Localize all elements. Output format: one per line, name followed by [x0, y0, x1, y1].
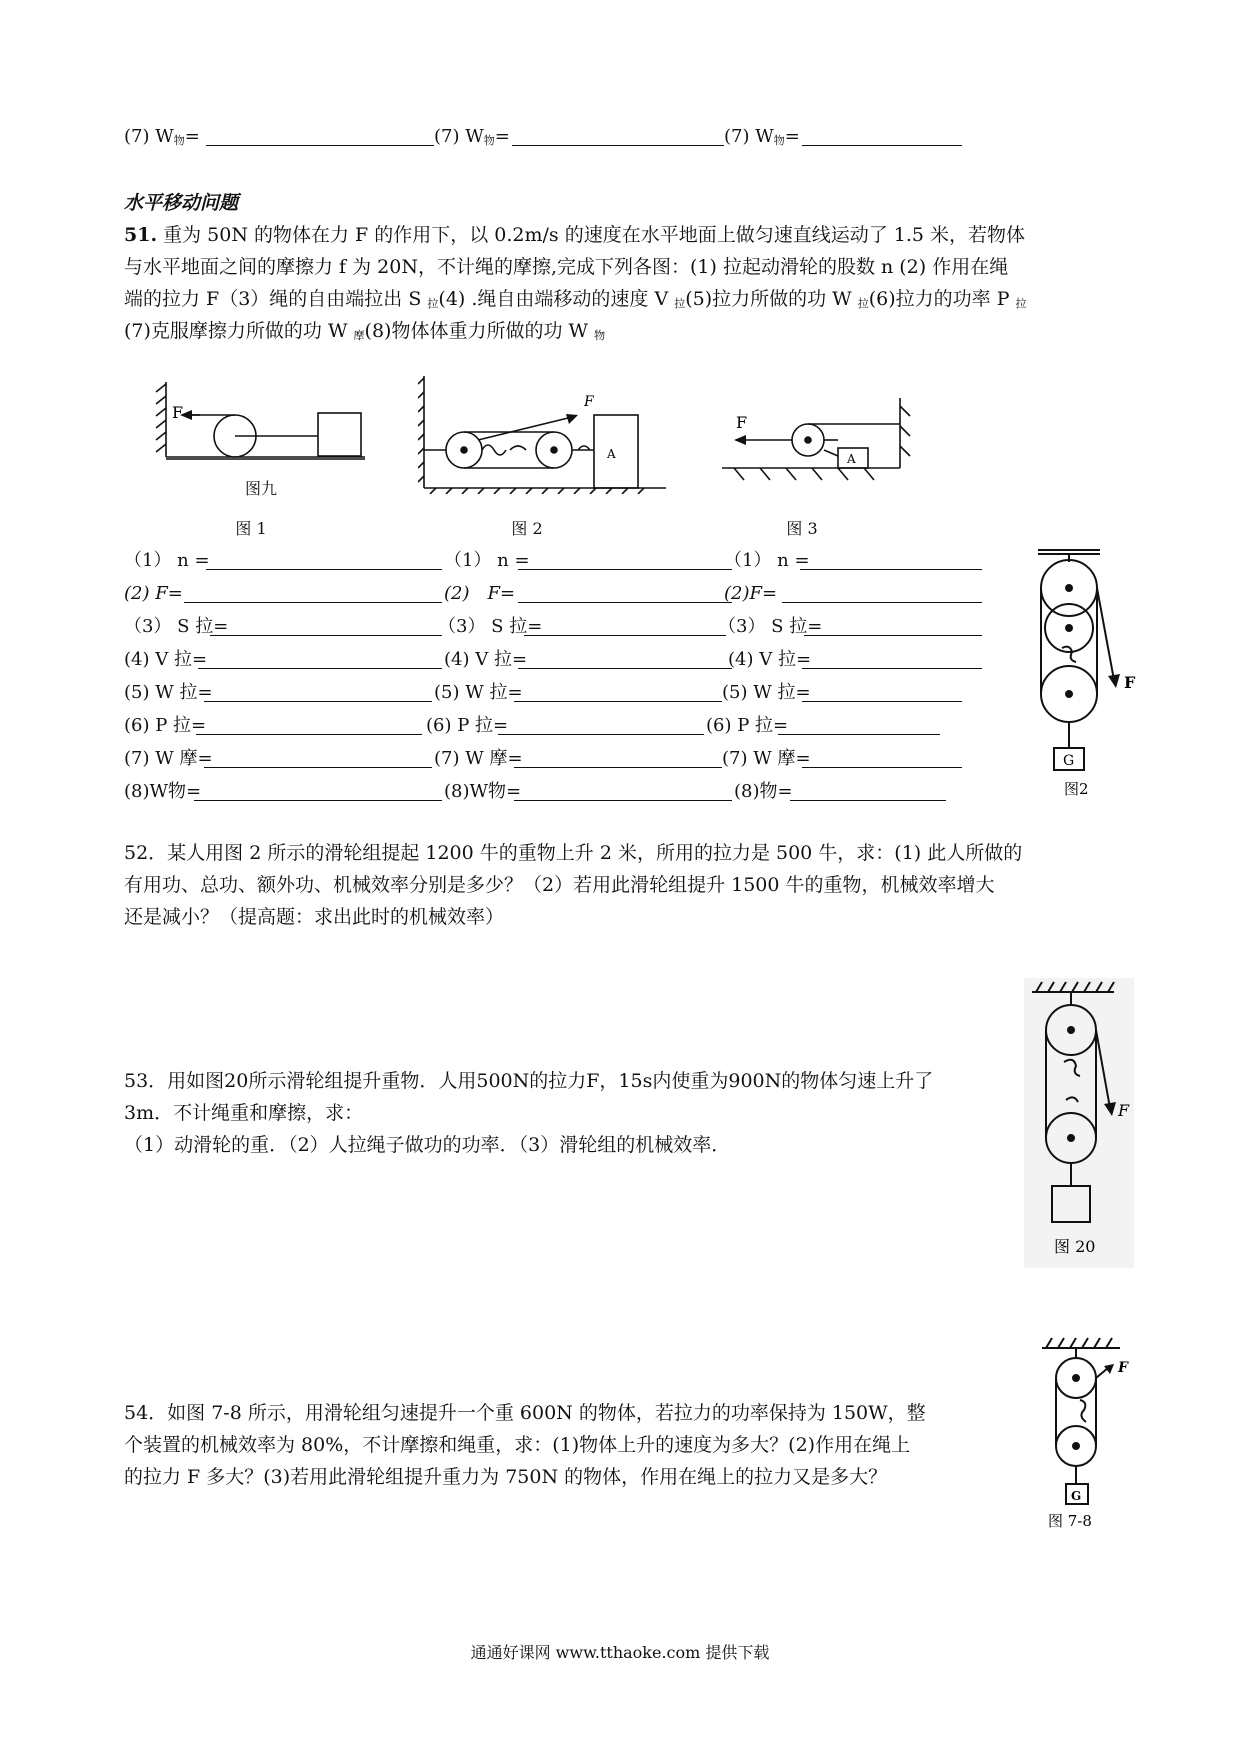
blank-row6-col2	[426, 715, 706, 739]
blank-label: (4) V 拉=	[728, 649, 812, 670]
wall-hatch	[900, 406, 910, 456]
answer-blank[interactable]	[802, 668, 982, 669]
page-footer: 通通好课网 www.tthaoke.com 提供下载	[470, 1643, 770, 1662]
answer-blank[interactable]	[184, 602, 442, 603]
fig20-F-label: F	[1118, 1101, 1130, 1120]
blank-row3-col1	[124, 616, 444, 640]
blank-label: (2) F=	[444, 583, 516, 604]
answer-blank[interactable]	[804, 635, 982, 636]
q51-line3-b: (4) .绳自由端移动的速度 V	[438, 288, 675, 310]
answer-blank[interactable]	[512, 145, 724, 146]
answer-blank[interactable]	[524, 635, 726, 636]
answer-blank[interactable]	[790, 800, 946, 801]
ceiling-hatch	[1046, 1338, 1112, 1348]
blank-row3-col2	[438, 616, 728, 640]
blank-row1-col2	[444, 550, 734, 574]
blank-row4-col3	[728, 649, 984, 673]
blank-label: （3） S 拉=	[718, 616, 823, 637]
top-blank-1-sub: 物	[173, 134, 185, 147]
pulley-fig2-caption: 图2	[1064, 780, 1089, 798]
q53-line3: （1）动滑轮的重．（2）人拉绳子做功的功率．（3）滑轮组的机械效率．	[124, 1134, 731, 1156]
answer-blank[interactable]	[198, 668, 442, 669]
q54-line1: 54．如图 7-8 所示，用滑轮组匀速提升一个重 600N 的物体，若拉力的功率保持为 150W，整	[124, 1402, 926, 1424]
q52-line1: 52．某人用图 2 所示的滑轮组提起 1200 牛的重物上升 2 米，所用的拉力是 500 牛，求：(1) 此人所做的	[124, 842, 1023, 864]
fig9-caption: 图九	[244, 479, 277, 498]
blank-label: (2)F=	[724, 583, 778, 604]
block-icon	[318, 413, 361, 456]
answer-blank[interactable]	[204, 767, 432, 768]
fig2-A-label: A	[607, 447, 616, 461]
arrow-left-icon	[734, 435, 746, 445]
blank-row7-col3	[722, 748, 964, 772]
blank-label: （1） n =	[724, 550, 810, 571]
answer-blank[interactable]	[802, 767, 962, 768]
answer-blank[interactable]	[196, 734, 422, 735]
blank-row5-col3	[722, 682, 964, 706]
answer-blank[interactable]	[802, 701, 962, 702]
answer-blank[interactable]	[518, 602, 732, 603]
section-heading: 水平移动问题	[124, 192, 239, 214]
q51-line4	[124, 316, 605, 351]
answer-blank[interactable]	[514, 767, 722, 768]
blank-label: (4) V 拉=	[124, 649, 208, 670]
top-blank-3-label: (7) W	[724, 126, 774, 147]
blank-row8-col3	[734, 781, 948, 805]
blank-label: (5) W 拉=	[434, 682, 523, 703]
fig3-A-label: A	[847, 452, 856, 466]
blank-row2-col2	[444, 583, 734, 607]
q54-line2: 个装置的机械效率为 80%，不计摩擦和绳重，求：(1)物体上升的速度为多大？(2)作用在绳上	[124, 1434, 911, 1456]
blank-label: (5) W 拉=	[722, 682, 811, 703]
blank-label: (4) V 拉=	[444, 649, 528, 670]
pulley-fig2-F-label: F	[1124, 673, 1136, 692]
blank-label: (7) W 摩=	[722, 748, 811, 769]
blank-row5-col2	[434, 682, 724, 706]
blank-label: (2) F=	[124, 583, 183, 604]
pulley-figure-7-8	[1034, 1336, 1134, 1558]
q51-line4-b: (8)物体体重力所做的功 W	[364, 320, 595, 342]
blank-label: (8)W物=	[444, 781, 522, 802]
pulley-figure-20	[1024, 978, 1134, 1268]
blank-label: (8)W物=	[124, 781, 202, 802]
q51-line3-d: (6)拉力的功率 P	[868, 288, 1016, 310]
blank-label: (7) W 摩=	[124, 748, 213, 769]
answer-blank[interactable]	[498, 734, 704, 735]
q53-line2: 3m．不计绳重和摩擦，求：	[124, 1102, 364, 1124]
answer-blank[interactable]	[204, 701, 432, 702]
blank-row7-col1	[124, 748, 434, 772]
q51-line3-sub1: 拉	[427, 297, 439, 310]
blank-row6-col3	[706, 715, 942, 739]
figure-3-diagram	[720, 398, 930, 494]
answer-blank[interactable]	[782, 602, 982, 603]
fig2-F-label: F	[584, 394, 594, 410]
q51-line4-a: (7)克服摩擦力所做的功 W	[124, 320, 354, 342]
fig1-F-label: F	[172, 403, 184, 422]
fig78-F-label: F	[1118, 1360, 1128, 1376]
q51-line3-a: 端的拉力 F（3）绳的自由端拉出 S	[124, 288, 428, 310]
q51-line3-sub3: 拉	[857, 297, 869, 310]
answer-blank[interactable]	[800, 569, 982, 570]
top-blank-2-label: (7) W	[434, 126, 484, 147]
q51-line3-sub4: 拉	[1015, 297, 1027, 310]
blank-label: (6) P 拉=	[426, 715, 509, 736]
q52-line2: 有用功、总功、额外功、机械效率分别是多少？（2）若用此滑轮组提升 1500 牛的重物，机械效率增大	[124, 874, 995, 896]
q51-number: 51.	[124, 224, 158, 246]
blank-label: (8)物=	[734, 781, 793, 802]
q51-line2: 与水平地面之间的摩擦力 f 为 20N，不计绳的摩擦,完成下列各图：(1) 拉起动滑轮的股数 n (2) 作用在绳	[124, 256, 1009, 278]
answer-blank[interactable]	[514, 800, 732, 801]
blank-label: (6) P 拉=	[124, 715, 207, 736]
blank-row6-col1	[124, 715, 424, 739]
blank-label: （1） n =	[444, 550, 530, 571]
top-blank-2-sub: 物	[483, 134, 495, 147]
q52-line3: 还是减小？（提高题：求出此时的机械效率）	[124, 906, 505, 928]
top-blank-1	[124, 126, 434, 150]
blank-row5-col1	[124, 682, 434, 706]
block-icon	[594, 415, 638, 488]
answer-blank[interactable]	[778, 734, 940, 735]
pulley-fig2-G-label: G	[1063, 753, 1075, 769]
blank-row2-col3	[724, 583, 984, 607]
answer-blank[interactable]	[206, 145, 434, 146]
answer-blank[interactable]	[514, 701, 722, 702]
fig3-caption: 图 3	[786, 519, 818, 538]
q51-line3-c: (5)拉力所做的功 W	[685, 288, 858, 310]
q51-text-1: 重为 50N 的物体在力 F 的作用下，以 0.2m/s 的速度在水平地面上做匀速直线运动了 1.5 米，若物体	[163, 224, 1026, 246]
blank-row2-col1	[124, 583, 444, 607]
fig78-caption: 图 7-8	[1048, 1512, 1092, 1530]
top-blank-3-sub: 物	[773, 134, 785, 147]
blank-label: (5) W 拉=	[124, 682, 213, 703]
blank-label: （3） S 拉=	[438, 616, 543, 637]
ground-hatch	[734, 468, 874, 480]
q51-line3-sub2: 拉	[674, 297, 686, 310]
q51-line4-sub2: 物	[594, 329, 606, 342]
blank-row8-col2	[444, 781, 734, 805]
answer-blank[interactable]	[518, 569, 732, 570]
answer-blank[interactable]	[194, 800, 442, 801]
arrow-down-icon	[1108, 674, 1120, 688]
arrow-right-icon	[566, 414, 578, 424]
blank-row1-col3	[724, 550, 984, 574]
fig1-caption: 图 1	[235, 519, 267, 538]
q51-line4-sub1: 摩	[353, 329, 365, 342]
answer-blank[interactable]	[518, 668, 732, 669]
answer-blank[interactable]	[210, 635, 442, 636]
pulley-block-figure-2	[1030, 548, 1140, 812]
blank-label: （3） S 拉=	[124, 616, 229, 637]
fig20-caption: 图 20	[1054, 1237, 1096, 1256]
answer-blank[interactable]	[802, 145, 962, 146]
top-blank-1-label: (7) W	[124, 126, 174, 147]
blank-row7-col2	[434, 748, 724, 772]
blank-row4-col2	[444, 649, 734, 673]
fig2-caption: 图 2	[511, 519, 543, 538]
q51-line1	[124, 220, 1025, 251]
blank-row3-col3	[718, 616, 984, 640]
blank-row1-col1	[124, 550, 444, 574]
top-blank-2-eq: =	[494, 126, 510, 147]
blank-label: (6) P 拉=	[706, 715, 789, 736]
q51-line3	[124, 284, 1027, 319]
answer-blank[interactable]	[206, 569, 442, 570]
top-blank-1-eq: =	[184, 126, 200, 147]
top-blank-3-eq: =	[784, 126, 800, 147]
top-blank-3	[724, 126, 964, 150]
blank-row8-col1	[124, 781, 444, 805]
q53-line1: 53．用如图20所示滑轮组提升重物．人用500N的拉力F，15s内使重为900N的物体匀速上升了	[124, 1070, 934, 1092]
q54-line3: 的拉力 F 多大？(3)若用此滑轮组提升重力为 750N 的物体，作用在绳上的拉力又是多大？	[124, 1466, 888, 1488]
blank-label: （1） n =	[124, 550, 210, 571]
blank-row4-col1	[124, 649, 444, 673]
fig3-F-label: F	[736, 413, 748, 432]
figure-2-diagram	[418, 370, 672, 494]
wall-hatch	[156, 384, 166, 452]
fig78-G-label: G	[1071, 1489, 1082, 1503]
blank-label: (7) W 摩=	[434, 748, 523, 769]
top-blank-2	[434, 126, 724, 150]
